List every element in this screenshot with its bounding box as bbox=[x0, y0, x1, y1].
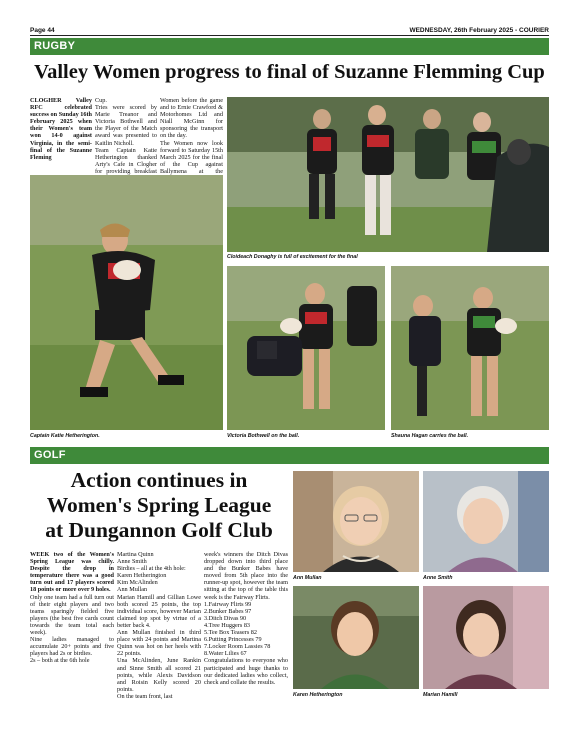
section-bar-rugby bbox=[30, 38, 549, 55]
rugby-column-1 bbox=[30, 97, 92, 161]
section-title-golf: GOLF bbox=[34, 449, 66, 461]
section-title-rugby: RUGBY bbox=[34, 40, 76, 52]
golf-paragraph: Nine ladies managed to accumulate 20+ points and five players had 2s or birdies. bbox=[30, 636, 114, 658]
golf-paragraph: Birdies – all at the 4th hole: bbox=[117, 565, 186, 573]
golf-paragraph: Only one team had a full turn out of their eight players and two teams sparingly fielded five players (the best five cards count towards the team total each week). bbox=[30, 593, 114, 637]
golf-paragraph: Anne Smith bbox=[117, 558, 147, 566]
caption-karen: Karen Hetherington bbox=[293, 692, 343, 698]
golf-headline-line: Action continues in bbox=[70, 468, 248, 492]
rugby-lead-paragraph: CLOGHER Valley RFC celebrated success on Sunday 16th February 2025 when their Women's team won 14-0 against Virginia, in the semi-final of the Suzanne Fleming bbox=[30, 97, 92, 161]
marian-hamill-photo bbox=[423, 586, 549, 689]
page-number: Page 44 bbox=[30, 27, 55, 34]
golf-headline-line: Women's Spring League bbox=[46, 493, 272, 517]
standings-row: 5.Tee Box Teasers 82 bbox=[204, 629, 257, 637]
golf-paragraph: week's winners the Ditch Divas dropped down into third place and the Bunker Babes have moved from 5th place into the runner-up spot, however the team sitting at the top of the table this week is the Fairway Flirts. bbox=[204, 551, 288, 601]
rugby-paragraph: Team Captain Katie Hetherington thanked Arty's Cafe in Clogher for providing breakfast bbox=[95, 146, 157, 175]
golf-paragraph: Ann Mullan bbox=[117, 586, 148, 594]
golf-column-2 bbox=[117, 551, 201, 700]
caption-victoria: Victoria Bothwell on the ball. bbox=[227, 433, 300, 439]
golf-paragraph: Una McAlinden, June Rankin and Sinne Smith all scored 21 points, while Alexis Davidson and Roisin Kelly scored 20 points. bbox=[117, 657, 201, 693]
rugby-paragraph: The Women now look forward to Saturday 15th March 2025 for the final of the Cup against Ballymena at the bbox=[160, 139, 223, 175]
standings-row: 2.Bunker Babes 97 bbox=[204, 607, 252, 615]
captain-running-photo bbox=[30, 175, 223, 430]
golf-paragraph: Marian Hamill and Gillian Lowe both scored 25 points, the top individual score, however Marian claimed top spot by virtue of a better back 4. bbox=[117, 593, 201, 629]
golf-paragraph: Ann Mullan finished in third place with 24 points and Martina Quinn was hot on her heels with 22 points. bbox=[117, 629, 201, 658]
standings-row: 8.Water Lilies 67 bbox=[204, 650, 247, 658]
standings-list bbox=[204, 601, 288, 658]
section-bar-golf bbox=[30, 447, 549, 464]
golf-paragraph: Karen Hetherington bbox=[117, 572, 167, 580]
rugby-paragraph: Women before the game and to Ernie Crawford & Motorhomes Ltd and Niall McGinn for sponsoring the transport on the day. bbox=[160, 97, 223, 140]
rugby-column-2 bbox=[95, 97, 157, 182]
standings-row: 7.Locker Room Lassies 78 bbox=[204, 643, 271, 651]
caption-team-photo: Cloideach Donaghy is full of excitement for the final bbox=[227, 254, 358, 260]
golf-paragraph: Martina Quinn bbox=[117, 551, 154, 558]
golf-paragraph: 2s – both at the 6th hole bbox=[30, 657, 90, 665]
standings-row: 6.Putting Princesses 79 bbox=[204, 636, 262, 644]
caption-shauna: Shauna Hagan carries the ball. bbox=[391, 433, 469, 439]
caption-ann-mullan: Ann Mullan bbox=[293, 575, 322, 581]
caption-captain: Captain Katie Hetherington. bbox=[30, 433, 100, 439]
team-celebration-photo bbox=[227, 97, 549, 252]
caption-anne-smith: Anne Smith bbox=[423, 575, 453, 581]
golf-paragraph: Congratulations to everyone who participated and huge thanks to our dedicated ladies who collect, check and collate the results. bbox=[204, 657, 288, 686]
rugby-paragraph: Cup. bbox=[95, 97, 107, 104]
golf-lead-paragraph: WEEK two of the Women's Spring League was chilly. Despite the drop in temperature there was a good turn out and 17 players scored 18 points or more over 9 holes. bbox=[30, 551, 114, 594]
victoria-on-ball-photo bbox=[227, 266, 385, 430]
golf-headline-line: at Dungannon Golf Club bbox=[45, 518, 273, 542]
golf-paragraph: On the team front, last bbox=[117, 692, 173, 700]
golf-column-1 bbox=[30, 551, 114, 665]
anne-smith-photo bbox=[423, 471, 549, 572]
header-rule bbox=[30, 35, 549, 36]
standings-row: 3.Ditch Divas 90 bbox=[204, 614, 247, 622]
golf-column-3 bbox=[204, 551, 288, 686]
shauna-carries-ball-photo bbox=[391, 266, 549, 430]
karen-hetherington-photo bbox=[293, 586, 419, 689]
golf-paragraph: Kim McAlinden bbox=[117, 579, 158, 587]
standings-row: 1.Fairway Flirts 99 bbox=[204, 600, 252, 608]
caption-marian: Marian Hamill bbox=[423, 692, 458, 698]
standings-row: 4.Tree Huggers 83 bbox=[204, 621, 251, 629]
golf-headline bbox=[30, 468, 288, 543]
ann-mullan-photo bbox=[293, 471, 419, 572]
dateline: WEDNESDAY, 26th February 2025 - COURIER bbox=[409, 27, 549, 34]
rugby-headline: Valley Women progress to final of Suzanne Flemming Cup bbox=[34, 61, 545, 83]
rugby-paragraph: Tries were scored by Marie Treanor and Victoria Bothwell and the Player of the Match award was presented to Kaitlin Nicholl. bbox=[95, 104, 157, 147]
